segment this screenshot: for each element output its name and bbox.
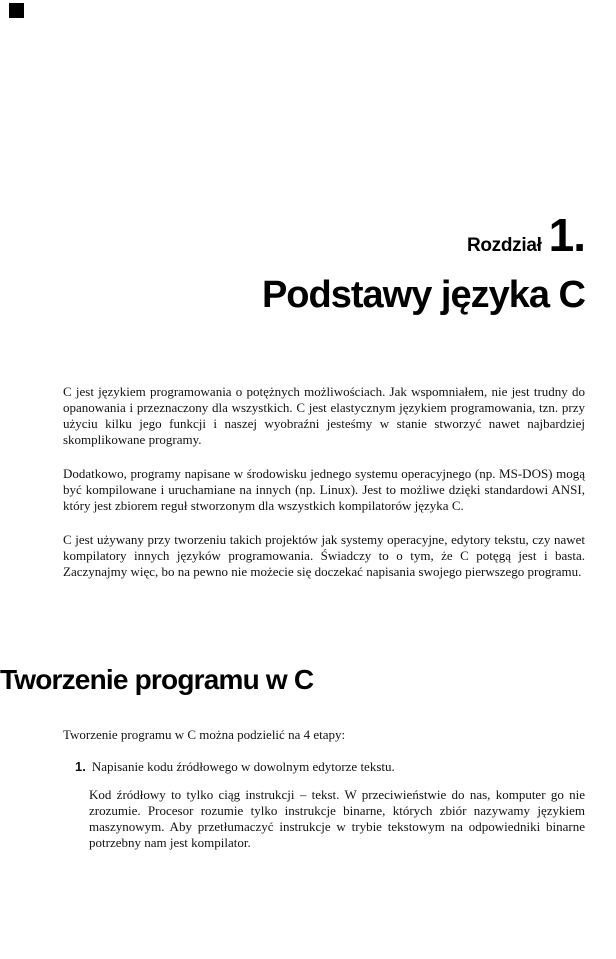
section-title: Tworzenie programu w C — [0, 664, 314, 695]
chapter-number: 1. — [548, 209, 585, 261]
paragraph: Dodatkowo, programy napisane w środowisku jednego systemu operacyjnego (np. MS-DOS) mogą być kompilowane i uruchamiane na innych (np. Linux). Jest to możliwe dzięki standardowi ANSI, który jest zbiorem reguł stworzonym dla wszystkich kompilatorów języka C. — [63, 466, 585, 513]
chapter-intro-text — [63, 384, 585, 598]
list-item-number: 1. — [75, 759, 86, 774]
paragraph: C jest językiem programowania o potężnych możliwościach. Jak wspomniałem, nie jest trudny do opanowania i przeznaczony dla wszystkich. C jest elastycznym językiem programowania, tzn. przy użyciu kilku jego funkcji i naszej wyobraźni jesteśmy w stanie stworzyć nawet najbardziej skomplikowane programy. — [63, 384, 585, 447]
chapter-label: Rozdział — [466, 235, 542, 256]
section-body — [63, 727, 585, 851]
chapter-number-line — [0, 209, 585, 270]
list-item-body: Kod źródłowy to tylko ciąg instrukcji – tekst. W przeciwieństwie do nas, komputer go nie zrozumie. Procesor rozumie tylko instrukcje binarne, których zbiór nazywamy językiem maszynowym. Aby przetłumaczyć instrukcje w trybie tekstowym na odpowiedniki binarne potrzebny nam jest kompilator. — [89, 787, 585, 850]
chapter-header — [0, 209, 585, 316]
chapter-title: Podstawy języka C — [261, 274, 585, 316]
paragraph: C jest używany przy tworzeniu takich projektów jak systemy operacyjne, edytory tekstu, czy nawet kompilatory innych języków programowania. Świadczy to o tym, że C potęgą jest i basta. Zaczynajmy więc, bo na pewno nie możecie się doczekać napisania swojego pierwszego programu. — [63, 532, 585, 579]
section-intro: Tworzenie programu w C można podzielić na 4 etapy: — [63, 727, 346, 742]
scan-corner-mark — [9, 3, 24, 18]
list-item — [75, 759, 585, 775]
list-item-text: Napisanie kodu źródłowego w dowolnym edytorze tekstu. — [91, 759, 395, 774]
